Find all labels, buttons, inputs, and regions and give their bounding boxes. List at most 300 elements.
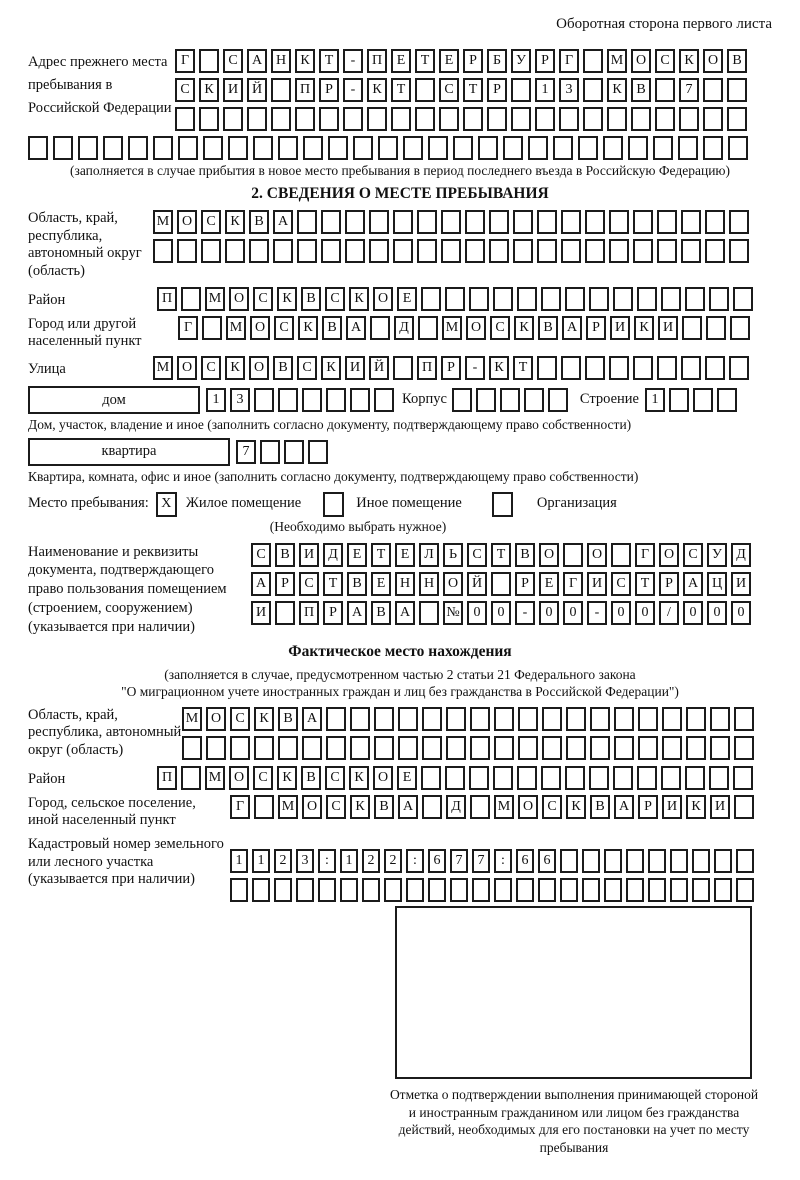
char-cell <box>369 210 389 234</box>
char-cell: С <box>542 795 562 819</box>
char-cell <box>203 136 223 160</box>
char-cell: С <box>299 572 319 596</box>
gorod-label: Город или другой населенный пункт <box>28 315 142 350</box>
char-cell <box>614 736 634 760</box>
fact-raion-label: Район <box>28 770 66 787</box>
char-cell <box>350 388 370 412</box>
char-cell <box>516 878 534 902</box>
oblast-field <box>28 210 772 281</box>
char-cell <box>730 316 750 340</box>
char-cell <box>679 107 699 131</box>
char-cell: Н <box>271 49 291 73</box>
char-cell <box>537 356 557 380</box>
char-cell <box>604 878 622 902</box>
char-cell <box>469 287 489 311</box>
char-cell: Р <box>515 572 535 596</box>
char-cell: - <box>343 78 363 102</box>
char-cell <box>729 239 749 263</box>
char-cell: И <box>731 572 751 596</box>
dom-row <box>28 386 772 414</box>
char-cell: К <box>349 766 369 790</box>
char-cell <box>345 210 365 234</box>
ulitsa-field <box>28 356 772 380</box>
char-cell: С <box>230 707 250 731</box>
char-cell: П <box>417 356 437 380</box>
char-cell: В <box>275 543 295 567</box>
char-cell: С <box>297 356 317 380</box>
char-cell: Й <box>369 356 389 380</box>
kvartira-cells <box>236 440 332 464</box>
char-cell <box>326 707 346 731</box>
char-cell: Г <box>559 49 579 73</box>
char-cell: Е <box>539 572 559 596</box>
char-cell <box>705 210 725 234</box>
char-cell <box>729 356 749 380</box>
char-cell <box>202 316 222 340</box>
char-cell <box>302 388 322 412</box>
mesto-note: (Необходимо выбрать нужное) <box>269 518 447 534</box>
char-cell <box>175 107 195 131</box>
char-cell: О <box>587 543 607 567</box>
char-cell: П <box>157 766 177 790</box>
char-cell: Е <box>439 49 459 73</box>
char-cell <box>559 107 579 131</box>
char-cell <box>517 766 537 790</box>
char-cell: - <box>343 49 363 73</box>
char-cell <box>734 707 754 731</box>
char-cell <box>511 78 531 102</box>
char-cell: Ц <box>707 572 727 596</box>
char-cell: М <box>153 356 173 380</box>
char-cell <box>582 878 600 902</box>
char-cell <box>609 239 629 263</box>
char-cell <box>648 849 666 873</box>
char-cell <box>535 107 555 131</box>
char-cell: О <box>373 287 393 311</box>
checkbox-zhiloe: X <box>156 492 177 517</box>
char-cell: - <box>587 601 607 625</box>
char-cell <box>446 707 466 731</box>
char-cell <box>662 736 682 760</box>
char-cell <box>565 287 585 311</box>
char-cell <box>295 107 315 131</box>
inoe-label: Иное помещение <box>356 495 462 512</box>
fact-title: Фактическое место нахождения <box>288 642 512 660</box>
char-cell <box>566 707 586 731</box>
char-cell: Р <box>441 356 461 380</box>
char-cell <box>230 878 248 902</box>
char-cell <box>254 795 274 819</box>
char-cell <box>714 878 732 902</box>
char-cell: Н <box>419 572 439 596</box>
stamp-caption: Отметка о подтверждении выполнения принимающей стороной и иностранным гражданином или лицом без гражданства действий, необходимых для его постановки на учет по месту пребывания <box>389 1087 759 1155</box>
char-cell: 1 <box>206 388 226 412</box>
char-cell: В <box>374 795 394 819</box>
char-cell <box>53 136 73 160</box>
char-cell <box>553 136 573 160</box>
char-cell: К <box>350 795 370 819</box>
char-cell: П <box>367 49 387 73</box>
prev-address-block <box>28 49 772 131</box>
char-cell: № <box>443 601 463 625</box>
char-cell: И <box>345 356 365 380</box>
char-cell <box>350 707 370 731</box>
char-cell <box>705 356 725 380</box>
char-cell: К <box>199 78 219 102</box>
char-cell <box>710 736 730 760</box>
char-cell <box>417 239 437 263</box>
char-cell: 0 <box>491 601 511 625</box>
char-cell: Й <box>247 78 267 102</box>
char-cell: 7 <box>236 440 256 464</box>
char-cell <box>709 287 729 311</box>
char-cell: / <box>659 601 679 625</box>
char-cell: С <box>201 210 221 234</box>
char-cell <box>613 287 633 311</box>
char-cell: И <box>662 795 682 819</box>
char-cell: К <box>489 356 509 380</box>
char-cell: Р <box>638 795 658 819</box>
char-cell <box>518 707 538 731</box>
char-cell <box>714 849 732 873</box>
char-cell: В <box>631 78 651 102</box>
char-cell <box>199 107 219 131</box>
char-cell <box>419 601 439 625</box>
char-cell: М <box>226 316 246 340</box>
char-cell <box>563 543 583 567</box>
char-cell <box>378 136 398 160</box>
char-cell <box>538 878 556 902</box>
char-cell: С <box>253 287 273 311</box>
char-cell <box>297 210 317 234</box>
char-cell: К <box>367 78 387 102</box>
char-cell: А <box>273 210 293 234</box>
stroenie-cells <box>645 388 741 412</box>
char-cell <box>734 795 754 819</box>
char-cell: М <box>442 316 462 340</box>
fact-note-2: "О миграционном учете иностранных граждан и лиц без гражданства в Российской Федерации") <box>121 683 679 699</box>
char-cell <box>494 878 512 902</box>
char-cell: В <box>727 49 747 73</box>
char-cell: О <box>631 49 651 73</box>
char-cell: К <box>686 795 706 819</box>
dom-cells <box>206 388 398 412</box>
char-cell: А <box>347 601 367 625</box>
char-cell <box>452 388 472 412</box>
char-cell: О <box>177 356 197 380</box>
char-cell <box>585 356 605 380</box>
char-cell: К <box>225 210 245 234</box>
char-cell <box>633 356 653 380</box>
char-cell: И <box>658 316 678 340</box>
char-cell <box>626 878 644 902</box>
char-cell: 1 <box>252 849 270 873</box>
char-cell <box>678 136 698 160</box>
char-cell <box>693 388 713 412</box>
char-cell <box>589 766 609 790</box>
char-cell <box>398 707 418 731</box>
char-cell: 2 <box>274 849 292 873</box>
char-cell: Т <box>635 572 655 596</box>
char-cell <box>374 736 394 760</box>
char-cell: : <box>494 849 512 873</box>
char-cell <box>181 766 201 790</box>
dom-box-label: дом <box>28 386 200 414</box>
char-cell <box>604 849 622 873</box>
char-cell <box>590 707 610 731</box>
char-cell: С <box>175 78 195 102</box>
char-cell <box>374 388 394 412</box>
char-cell <box>271 78 291 102</box>
char-cell <box>565 766 585 790</box>
char-cell: В <box>371 601 391 625</box>
char-cell <box>661 766 681 790</box>
char-cell: В <box>538 316 558 340</box>
char-cell <box>561 356 581 380</box>
char-cell <box>655 107 675 131</box>
char-cell <box>182 736 202 760</box>
zhiloe-label: Жилое помещение <box>185 495 302 512</box>
char-cell: С <box>223 49 243 73</box>
char-cell <box>78 136 98 160</box>
fact-gorod-field <box>28 795 772 830</box>
char-cell: 6 <box>516 849 534 873</box>
char-cell: 0 <box>539 601 559 625</box>
char-cell <box>153 136 173 160</box>
char-cell <box>493 287 513 311</box>
char-cell: Т <box>513 356 533 380</box>
organizatsiya-label: Организация <box>536 495 617 512</box>
char-cell: Р <box>275 572 295 596</box>
fact-gorod-label: Город, сельское поселение, иной населенный пункт <box>28 794 196 829</box>
char-cell: О <box>177 210 197 234</box>
char-cell: - <box>465 356 485 380</box>
char-cell <box>503 136 523 160</box>
char-cell <box>406 878 424 902</box>
char-cell: : <box>318 849 336 873</box>
char-cell <box>415 107 435 131</box>
char-cell: 1 <box>340 849 358 873</box>
char-cell <box>548 388 568 412</box>
char-cell: О <box>249 356 269 380</box>
char-cell <box>391 107 411 131</box>
char-cell: 0 <box>707 601 727 625</box>
char-cell <box>153 239 173 263</box>
char-cell: К <box>321 356 341 380</box>
char-cell <box>609 210 629 234</box>
char-cell <box>223 107 243 131</box>
char-cell: О <box>466 316 486 340</box>
char-cell <box>470 795 490 819</box>
char-cell: Е <box>397 766 417 790</box>
char-cell <box>470 707 490 731</box>
char-cell: П <box>295 78 315 102</box>
mesto-row <box>28 492 772 517</box>
char-cell: Т <box>491 543 511 567</box>
char-cell <box>284 440 304 464</box>
char-cell <box>494 736 514 760</box>
char-cell <box>441 239 461 263</box>
char-cell <box>489 239 509 263</box>
char-cell <box>648 878 666 902</box>
char-cell: С <box>467 543 487 567</box>
char-cell: С <box>201 356 221 380</box>
char-cell <box>686 736 706 760</box>
char-cell <box>661 287 681 311</box>
char-cell <box>278 136 298 160</box>
char-cell: 1 <box>645 388 665 412</box>
char-cell <box>631 107 651 131</box>
char-cell: М <box>494 795 514 819</box>
char-cell: 3 <box>559 78 579 102</box>
char-cell: С <box>253 766 273 790</box>
char-cell <box>319 107 339 131</box>
char-cell <box>275 601 295 625</box>
char-cell: В <box>273 356 293 380</box>
char-cell <box>422 795 442 819</box>
kvartira-row <box>28 438 772 466</box>
char-cell <box>470 736 490 760</box>
char-cell: Е <box>371 572 391 596</box>
char-cell: В <box>301 766 321 790</box>
char-cell: К <box>254 707 274 731</box>
char-cell: О <box>518 795 538 819</box>
char-cell <box>274 878 292 902</box>
prev-address-row-4 <box>28 136 772 160</box>
char-cell: Д <box>731 543 751 567</box>
char-cell <box>428 878 446 902</box>
prev-address-note: (заполняется в случае прибытия в новое место пребывания в период последнего въезда в Российскую Федерацию) <box>69 163 731 178</box>
char-cell: 0 <box>611 601 631 625</box>
char-cell: Р <box>319 78 339 102</box>
char-cell: К <box>566 795 586 819</box>
char-cell <box>733 766 753 790</box>
char-cell <box>254 388 274 412</box>
char-cell <box>578 136 598 160</box>
char-cell: Р <box>323 601 343 625</box>
char-cell: С <box>326 795 346 819</box>
char-cell: 7 <box>472 849 490 873</box>
char-cell <box>353 136 373 160</box>
char-cell: Т <box>323 572 343 596</box>
char-cell <box>686 707 706 731</box>
oblast-label: Область, край, республика, автономный округ (область) <box>28 209 142 279</box>
fact-raion-field <box>28 766 772 790</box>
char-cell: Р <box>586 316 606 340</box>
char-cell: А <box>302 707 322 731</box>
kadastr-row-2 <box>230 878 758 902</box>
fact-gorod-row <box>230 795 758 819</box>
char-cell: С <box>683 543 703 567</box>
prev-address-row-1 <box>175 49 751 73</box>
char-cell: 6 <box>428 849 446 873</box>
char-cell <box>657 210 677 234</box>
char-cell: Д <box>446 795 466 819</box>
char-cell <box>278 388 298 412</box>
char-cell <box>178 136 198 160</box>
char-cell: К <box>277 287 297 311</box>
char-cell <box>603 136 623 160</box>
char-cell: П <box>157 287 177 311</box>
oblast-row-2 <box>153 239 753 263</box>
char-cell <box>528 136 548 160</box>
char-cell: Т <box>391 78 411 102</box>
char-cell: Д <box>394 316 414 340</box>
char-cell <box>614 707 634 731</box>
char-cell: С <box>611 572 631 596</box>
char-cell <box>542 707 562 731</box>
char-cell <box>326 736 346 760</box>
kadastr-label: Кадастровый номер земельного или лесного участка (указывается при наличии) <box>28 836 224 888</box>
char-cell: В <box>590 795 610 819</box>
char-cell <box>638 707 658 731</box>
char-cell <box>350 736 370 760</box>
char-cell <box>524 388 544 412</box>
char-cell <box>487 107 507 131</box>
char-cell: И <box>710 795 730 819</box>
char-cell: А <box>251 572 271 596</box>
char-cell <box>727 78 747 102</box>
char-cell <box>393 239 413 263</box>
char-cell: И <box>251 601 271 625</box>
char-cell <box>393 356 413 380</box>
char-cell: В <box>515 543 535 567</box>
char-cell: У <box>511 49 531 73</box>
fact-oblast-field <box>28 707 772 760</box>
char-cell <box>561 239 581 263</box>
char-cell <box>685 287 705 311</box>
char-cell: О <box>229 766 249 790</box>
char-cell: Т <box>463 78 483 102</box>
char-cell: С <box>490 316 510 340</box>
char-cell: К <box>634 316 654 340</box>
gorod-row <box>178 316 754 340</box>
char-cell: О <box>659 543 679 567</box>
char-cell: А <box>562 316 582 340</box>
char-cell <box>727 107 747 131</box>
char-cell <box>393 210 413 234</box>
char-cell <box>252 878 270 902</box>
char-cell: С <box>274 316 294 340</box>
char-cell <box>692 878 710 902</box>
ulitsa-row <box>153 356 753 380</box>
char-cell: О <box>539 543 559 567</box>
char-cell <box>463 107 483 131</box>
char-cell <box>590 736 610 760</box>
char-cell <box>422 707 442 731</box>
char-cell <box>703 107 723 131</box>
char-cell <box>321 239 341 263</box>
char-cell: К <box>349 287 369 311</box>
char-cell <box>445 287 465 311</box>
char-cell <box>367 107 387 131</box>
char-cell <box>28 136 48 160</box>
char-cell: М <box>278 795 298 819</box>
char-cell <box>517 287 537 311</box>
doc-row-2 <box>251 572 755 596</box>
char-cell: К <box>225 356 245 380</box>
char-cell <box>403 136 423 160</box>
char-cell: В <box>278 707 298 731</box>
char-cell: Г <box>175 49 195 73</box>
char-cell: Е <box>391 49 411 73</box>
char-cell <box>541 766 561 790</box>
char-cell: Г <box>230 795 250 819</box>
char-cell <box>583 107 603 131</box>
char-cell <box>583 78 603 102</box>
stamp-box <box>395 906 752 1079</box>
char-cell <box>681 356 701 380</box>
